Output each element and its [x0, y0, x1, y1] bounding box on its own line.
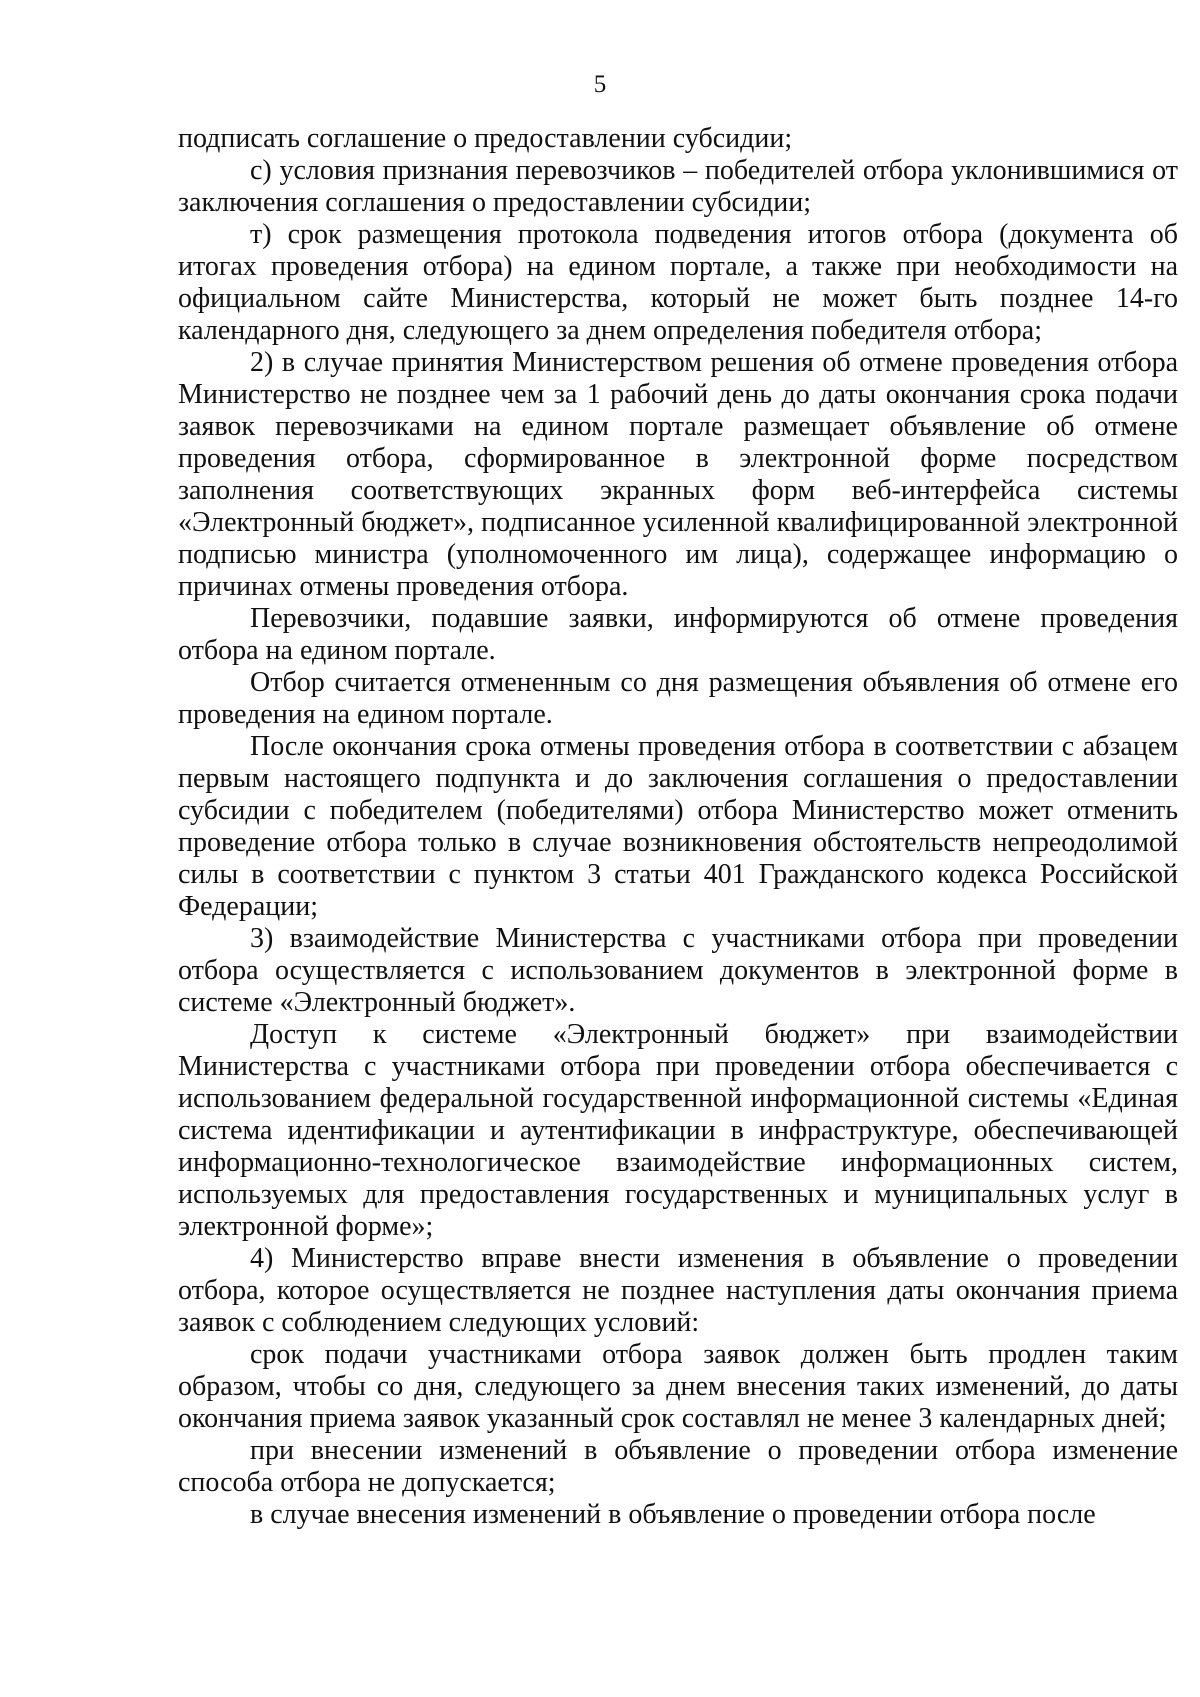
- paragraph: 4) Министерство вправе внести изменения в объявление о проведении отбора, которое осуществляется не позднее наступления даты окончания приема заявок с соблюдением следующих условий:: [178, 1243, 1178, 1338]
- paragraph: Доступ к системе «Электронный бюджет» при взаимодействии Министерства с участниками отбора при проведении отбора обеспечивается с использованием федеральной государственной информационной системы «Единая система идентификации и аутентификации в инфраструктуре, обеспечивающей информационно-технологическое взаимодействие информационных систем, используемых для предоставления государственных и муниципальных услуг в электронной форме»;: [178, 1019, 1178, 1242]
- paragraph: 2) в случае принятия Министерством решения об отмене проведения отбора Министерство не позднее чем за 1 рабочий день до даты окончания срока подачи заявок перевозчиками на едином портале размещает объявление об отмене проведения отбора, сформированное в электронной форме посредством заполнения соответствующих экранных форм веб-интерфейса системы «Электронный бюджет», подписанное усиленной квалифицированной электронной подписью министра (уполномоченного им лица), содержащее информацию о причинах отмены проведения отбора.: [178, 347, 1178, 602]
- paragraph: 3) взаимодействие Министерства с участниками отбора при проведении отбора осуществляется с использованием документов в электронной форме в системе «Электронный бюджет».: [178, 923, 1178, 1018]
- paragraph: в случае внесения изменений в объявление о проведении отбора после: [250, 1499, 1096, 1530]
- paragraph: т) срок размещения протокола подведения итогов отбора (документа об итогах проведения отбора) на едином портале, а также при необходимости на официальном сайте Министерства, который не может быть позднее 14-го календарного дня, следующего за днем определения победителя отбора;: [178, 219, 1178, 346]
- paragraph: срок подачи участниками отбора заявок должен быть продлен таким образом, чтобы со дня, следующего за днем внесения таких изменений, до даты окончания приема заявок указанный срок составлял не менее 3 календарных дней;: [178, 1339, 1178, 1434]
- paragraph: с) условия признания перевозчиков – победителей отбора уклонившимися от заключения соглашения о предоставлении субсидии;: [178, 155, 1178, 218]
- paragraph: После окончания срока отмены проведения отбора в соответствии с абзацем первым настоящего подпункта и до заключения соглашения о предоставлении субсидии с победителем (победителями) отбора Министерство может отменить проведение отбора только в случае возникновения обстоятельств непреодолимой силы в соответствии с пунктом 3 статьи 401 Гражданского кодекса Российской Федерации;: [178, 731, 1178, 922]
- page-number: 5: [593, 71, 607, 98]
- paragraph: при внесении изменений в объявление о проведении отбора изменение способа отбора не допускается;: [178, 1435, 1178, 1498]
- paragraph: Перевозчики, подавшие заявки, информируются об отмене проведения отбора на едином портале.: [178, 603, 1178, 666]
- document-body: [178, 123, 1178, 1531]
- paragraph: Отбор считается отмененным со дня размещения объявления об отмене его проведения на едином портале.: [178, 667, 1178, 730]
- paragraph: подписать соглашение о предоставлении субсидии;: [178, 123, 793, 154]
